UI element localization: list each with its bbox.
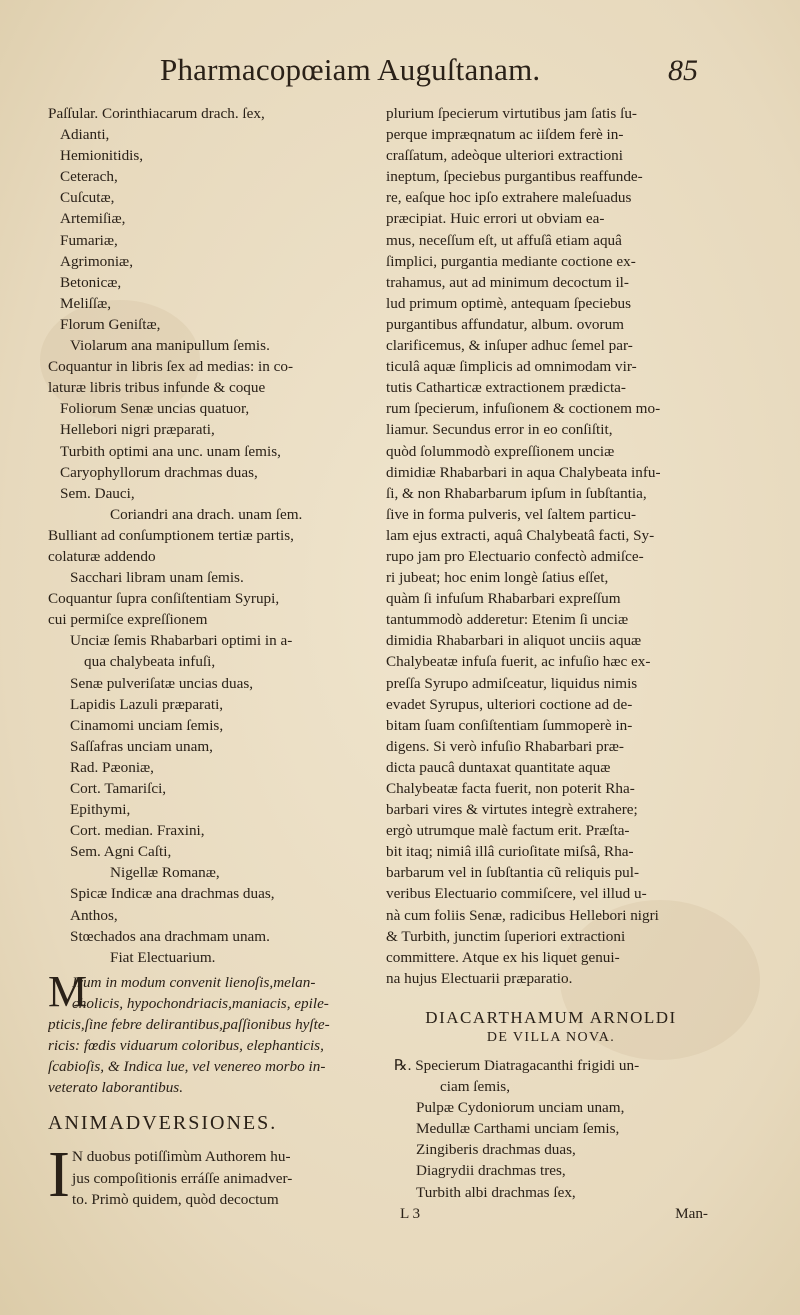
ingredient-line: Cort. median. Fraxini, (70, 822, 205, 840)
ingredient-line: Senæ pulveriſatæ uncias duas, (70, 674, 254, 692)
ingredient-line: Epithymi, (70, 801, 131, 819)
recipe-title (386, 1007, 716, 1047)
body-line: bit itaq; nimiâ illâ curioſitate miſsâ, Rha- (386, 843, 634, 861)
ingredient-line: Violarum ana manipullum ſemis. (70, 337, 270, 355)
body-line: præcipiat. Huic errori ut obviam ea- (386, 210, 605, 228)
ingredient-line: Florum Geniſtæ, (60, 315, 161, 333)
usage-line: ricis: fœdis viduarum coloribus, elephanticis, (48, 1037, 324, 1055)
drop-cap: I (48, 1138, 70, 1212)
ingredient-line: Fumariæ, (60, 231, 118, 249)
body-line: dimidia Rhabarbari in aliquot unciis aquæ (386, 632, 642, 650)
body-line: ſimplici, purgantia mediante coctione ex- (386, 252, 636, 270)
body-line: & Turbith, junctim ſuperiori extractioni (386, 927, 626, 945)
usage-line: Irum in modum convenit lienoſis,melan- (72, 973, 316, 991)
ingredient-line: Hemionitidis, (60, 147, 144, 165)
recipe-line: Medullæ Carthami unciam ſemis, (416, 1120, 620, 1138)
body-line: purgantibus affundatur, album. ovorum (386, 315, 624, 333)
usage-line: cholicis, hypochondriacis,maniacis, epile- (72, 994, 329, 1012)
body-line: jus compoſitionis erráſſe animadver- (72, 1169, 293, 1187)
body-line: rupo jam pro Electuario confectò admiſce- (386, 547, 644, 565)
ingredient-line: Spicæ Indicæ ana drachmas duas, (70, 885, 275, 903)
body-line: plurium ſpecierum virtutibus jam ſatis ſu- (386, 105, 637, 122)
body-line: liamur. Secundus error in eo conſiſtit, (386, 421, 613, 439)
body-line: Chalybeatæ facta fuerit, non poterit Rha- (386, 780, 635, 797)
body-line: dimidiæ Rhabarbari in aqua Chalybeata infu- (386, 463, 661, 481)
body-line: mus, neceſſum eſt, ut affuſâ etiam aquâ (386, 231, 622, 249)
body-line: barbari vires & virtutes integrè extrahere; (386, 801, 638, 819)
ingredient-line: Cuſcutæ, (60, 189, 115, 207)
recipe-line: Pulpæ Cydoniorum unciam unam, (416, 1099, 625, 1117)
recipe-line: Turbith albi drachmas ſex, (416, 1183, 576, 1201)
recipe-line: Zingiberis drachmas duas, (416, 1141, 576, 1159)
ingredient-line: Ceterach, (60, 168, 118, 186)
recipe-line: ciam ſemis, (440, 1078, 511, 1096)
catchword: Man- (675, 1204, 708, 1222)
ingredient-line: Lapidis Lazuli præparati, (70, 695, 224, 713)
body-line: ſi, & non Rhabarbarum ipſum in ſubſtantia, (386, 484, 647, 502)
body-line: rum ſpecierum, infuſionem & coctionem mo- (386, 400, 661, 418)
body-line: lud primum optimè, antequam ſpeciebus (386, 294, 632, 312)
page-footer (386, 1203, 716, 1224)
ingredient-line: Foliorum Senæ uncias quatuor, (60, 400, 250, 418)
ingredient-line: Unciæ ſemis Rhabarbari optimi in a- (70, 632, 293, 650)
ingredient-line: qua chalybeata infuſi, (84, 653, 216, 671)
running-title: Pharmacopœiam Auguſtanam. (160, 52, 541, 87)
ingredient-line: Anthos, (70, 906, 118, 924)
ingredient-line: Meliſſæ, (60, 294, 112, 312)
animadversiones-paragraph (48, 1138, 368, 1212)
body-line: dicta paucâ duntaxat quantitate aquæ (386, 758, 611, 776)
body-line: perque impræqnatum ac iiſdem ferè in- (386, 126, 624, 144)
right-column (386, 103, 716, 1224)
section-heading: ANIMADVERSIONES. (48, 1112, 278, 1135)
ingredient-line: Adianti, (60, 126, 110, 144)
body-line: barbarum vel in ſubſtantia cũ reliquis pul- (386, 864, 640, 882)
ingredient-line: Sacchari libram unam ſemis. (70, 569, 244, 587)
body-line: na hujus Electuarii præparatio. (386, 969, 573, 987)
ingredient-line: Cinamomi unciam ſemis, (70, 716, 224, 734)
ingredient-line: Cort. Tamariſci, (70, 780, 167, 797)
body-line: evadet Syrupus, ulteriori coctione ad de- (386, 695, 633, 713)
body-line: ſive in forma pulveris, vel ſaltem particu- (386, 505, 637, 523)
body-line: nà cum foliis Senæ, radicibus Hellebori nigri (386, 906, 659, 924)
body-line: ticulâ aquæ ſimplicis ad omnimodam vir- (386, 358, 637, 376)
instruction-line: Coquantur ſupra conſiſtentiam Syrupi, (48, 590, 280, 608)
instruction-line: Coquantur in libris ſex ad medias: in co- (48, 358, 294, 376)
fiat-line: Fiat Electuarium. (110, 948, 216, 966)
ingredient-line: Nigellæ Romanæ, (110, 864, 220, 882)
ingredient-line: Saſſafras unciam unam, (70, 737, 213, 755)
instruction-line: colaturæ addendo (48, 547, 156, 565)
left-column (48, 103, 368, 1210)
usage-paragraph (48, 966, 368, 1099)
page-number: 85 (668, 54, 698, 87)
signature-mark: L 3 (400, 1204, 421, 1222)
recipe-line: ℞. Specierum Diatragacanthi frigidi un- (394, 1056, 640, 1074)
ingredient-line: Sem. Agni Caſti, (70, 843, 172, 861)
page-header (0, 52, 800, 98)
recipe-subtitle-line: DE VILLA NOVA. (486, 1029, 616, 1045)
body-line: lam ejus extracti, aquâ Chalybeatâ facti, Sy- (386, 526, 655, 544)
ingredient-line: Rad. Pæoniæ, (70, 758, 154, 776)
body-line: veribus Electuario commiſcere, vel illud u- (386, 885, 647, 903)
ingredient-line: Agrimoniæ, (60, 252, 133, 270)
ingredient-line: Caryophyllorum drachmas duas, (60, 463, 258, 481)
body-line: preſſa Syrupo admiſceatur, liquidus nimis (386, 674, 638, 692)
body-line: clarificemus, & inſuper adhuc ſemel par- (386, 337, 633, 355)
recipe-title-line: DIACARTHAMUM ARNOLDI (425, 1007, 677, 1027)
instruction-line: cui permiſce expreſſionem (48, 611, 208, 629)
body-line: N duobus potiſſimùm Authorem hu- (72, 1148, 291, 1166)
ingredient-line: Artemiſiæ, (60, 210, 126, 228)
body-line: quòd ſolummodò expreſſionem unciæ (386, 442, 615, 460)
body-line: to. Primò quidem, quòd decoctum (72, 1190, 279, 1208)
body-line: Chalybeatæ infuſa fuerit, ac infuſio hæc ex- (386, 653, 651, 671)
ingredient-line: Coriandri ana drach. unam ſem. (110, 505, 303, 523)
body-line: digens. Si verò infuſio Rhabarbari præ- (386, 737, 624, 755)
drop-cap: M (48, 966, 88, 1016)
body-line: quàm ſi infuſum Rhabarbari expreſſum (386, 590, 621, 608)
ingredient-line: Paſſular. Corinthiacarum drach. ſex, (48, 105, 265, 122)
ingredient-line: Hellebori nigri præparati, (60, 421, 215, 439)
body-line: tutis Catharticæ extractionem prædicta- (386, 379, 626, 397)
body-line: ineptum, ſpeciebus purgantibus reaffunde- (386, 168, 643, 186)
body-line: re, eaſque hoc ipſo extrahere maleſuadus (386, 189, 632, 207)
usage-line: veterato laborantibus. (48, 1079, 183, 1097)
ingredient-line: Sem. Dauci, (60, 484, 135, 502)
ingredient-line: Betonicæ, (60, 273, 122, 291)
recipe-line: Diagrydii drachmas tres, (416, 1162, 566, 1180)
body-line: bitam ſuam conſiſtentiam ſummoperè in- (386, 716, 633, 734)
body-line: trahamus, aut ad minimum decoctum il- (386, 273, 629, 291)
instruction-line: Bulliant ad conſumptionem tertiæ partis, (48, 526, 294, 544)
body-line: craſſatum, adeòque ulteriori extractioni (386, 147, 623, 165)
ingredient-line: Turbith optimi ana unc. unam ſemis, (60, 442, 281, 460)
usage-line: pticis,ſine febre delirantibus,paſſionibus hyſte- (48, 1016, 330, 1034)
body-line: committere. Atque ex his liquet genui- (386, 948, 620, 966)
body-line: tantummodò adderetur: Etenim ſi unciæ (386, 611, 629, 629)
instruction-line: laturæ libris tribus infunde & coque (48, 379, 266, 397)
body-line: ri jubeat; hoc enim longè ſatius eſſet, (386, 569, 609, 587)
usage-line: ſcabioſis, & Indica lue, vel venereo morbo in- (48, 1058, 326, 1076)
ingredient-line: Stœchados ana drachmam unam. (70, 927, 270, 945)
body-line: ergò utrumque malè factum erit. Præſta- (386, 822, 630, 840)
